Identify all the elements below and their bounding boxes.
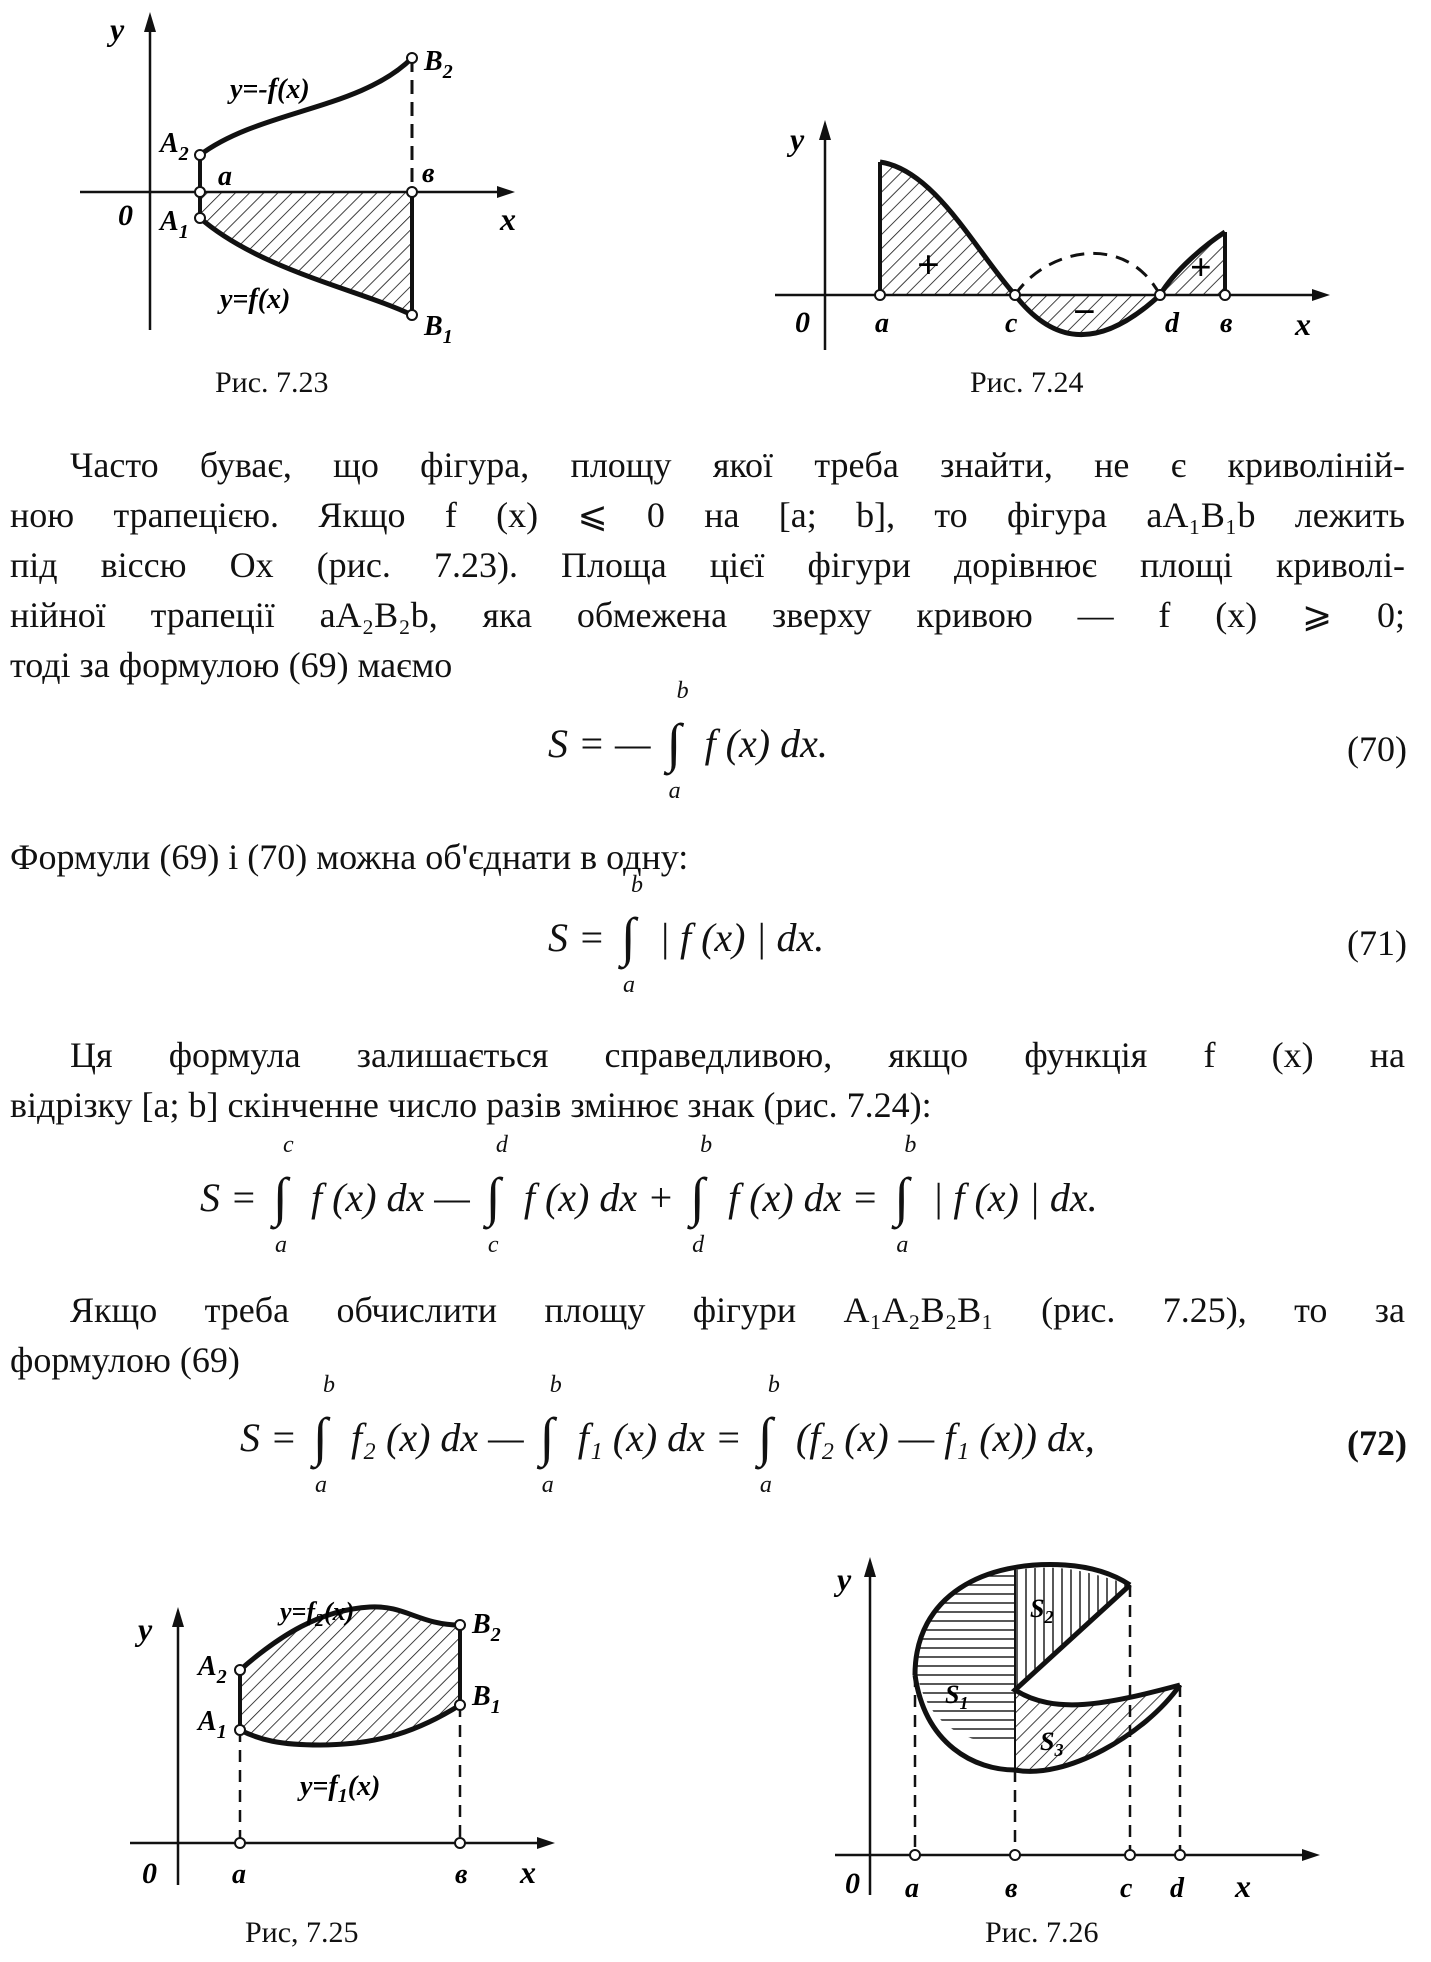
a-label: a bbox=[218, 161, 232, 192]
point-A2 bbox=[195, 150, 205, 160]
origin-label: 0 bbox=[118, 199, 133, 232]
a-label: a bbox=[875, 308, 889, 339]
point-c bbox=[1125, 1850, 1135, 1860]
point-A1 bbox=[195, 213, 205, 223]
origin-label: 0 bbox=[845, 1867, 860, 1900]
b-label: в bbox=[1005, 1873, 1018, 1904]
plus-sign-1: + bbox=[917, 242, 940, 287]
point-B1 bbox=[455, 1700, 465, 1710]
caption-fig-7-24: Рис. 7.24 bbox=[970, 366, 1084, 399]
point-a bbox=[910, 1850, 920, 1860]
text-line: Якщо треба обчислити площу фігури A₁A₂B₂B₁ (рис. 7.25), то за bbox=[70, 1290, 1405, 1330]
B2-label: $B_2$ bbox=[472, 1609, 501, 1646]
point-b bbox=[407, 187, 417, 197]
paragraph-1 bbox=[10, 440, 1405, 690]
equation-70: S = — ∫ b a f (x) dx. bbox=[548, 678, 828, 804]
y-label: y bbox=[138, 1611, 153, 1647]
point-a bbox=[235, 1838, 245, 1848]
x-arrow bbox=[537, 1837, 555, 1849]
figure-7-25 bbox=[120, 1595, 560, 1905]
point-b bbox=[1220, 290, 1230, 300]
x-label: x bbox=[520, 1854, 536, 1890]
x-arrow bbox=[497, 186, 515, 198]
x-label: x bbox=[1295, 306, 1311, 342]
text-line: формулою (69) bbox=[10, 1340, 240, 1380]
x-label: x bbox=[1235, 1868, 1251, 1904]
upper-curve bbox=[200, 58, 412, 155]
point-B2 bbox=[455, 1620, 465, 1630]
point-b bbox=[1010, 1850, 1020, 1860]
caption-fig-7-25: Рис, 7.25 bbox=[245, 1916, 359, 1949]
text-line: відрізку [a; b] скінченне число разів змінює знак (рис. 7.24): bbox=[10, 1085, 932, 1125]
equation-71: S = ∫ b a | f (x) | dx. bbox=[548, 872, 825, 998]
paragraph-2 bbox=[10, 832, 1405, 882]
S3-label: $S_3$ bbox=[1040, 1727, 1064, 1760]
caption-fig-7-26: Рис. 7.26 bbox=[985, 1916, 1099, 1949]
x-label: x bbox=[500, 201, 516, 237]
y-label: y bbox=[837, 1561, 852, 1597]
point-d bbox=[1175, 1850, 1185, 1860]
text-line: Часто буває, що фігура, площу якої треба знайти, не є криволіній- bbox=[70, 445, 1405, 485]
a-label: a bbox=[905, 1873, 919, 1904]
b-label: в bbox=[455, 1859, 468, 1890]
text-line: Формули (69) і (70) можна об'єднати в одну: bbox=[10, 837, 689, 877]
a-label: a bbox=[232, 1859, 246, 1890]
x-arrow bbox=[1312, 289, 1330, 301]
y-label: y bbox=[790, 121, 805, 157]
S1-label: $S_1$ bbox=[945, 1680, 969, 1713]
f2-label: $y=f_2(x)$ bbox=[280, 1597, 355, 1630]
point-A1 bbox=[235, 1725, 245, 1735]
point-B1 bbox=[407, 310, 417, 320]
y-label: y bbox=[110, 11, 125, 47]
equation-number-70: (70) bbox=[1347, 729, 1407, 769]
d-label: d bbox=[1165, 308, 1179, 339]
text-line: тоді за формулою (69) маємо bbox=[10, 645, 453, 685]
origin-label: 0 bbox=[795, 306, 810, 339]
figure-7-23 bbox=[60, 0, 520, 345]
text-line: ною трапецією. Якщо f (x) ⩽ 0 на [a; b], то фігура aA₁B₁b лежить bbox=[10, 495, 1405, 535]
plus-sign-2: + bbox=[1190, 247, 1212, 289]
c-label: c bbox=[1005, 308, 1018, 339]
origin-label: 0 bbox=[142, 1857, 157, 1890]
b-label: в bbox=[422, 158, 435, 189]
y-arrow bbox=[864, 1557, 876, 1577]
B2-label: $B_2$ bbox=[424, 46, 453, 83]
point-A2 bbox=[235, 1665, 245, 1675]
A1-label: $A_1$ bbox=[160, 206, 189, 243]
A2-label: $A_2$ bbox=[198, 1651, 227, 1688]
equation-72: S = ∫ b a f₂ (x) dx — ∫ b a f₁ (x) dx = ∫ b a (f₂ (x) — f₁ (x)) dx, bbox=[240, 1372, 1095, 1498]
equation-number-72: (72) bbox=[1347, 1423, 1407, 1463]
equation-sum: S = ∫ c a f (x) dx — ∫ d c f (x) dx + ∫ b d f (x) dx = ∫ b a | f (x) | dx. bbox=[200, 1132, 1098, 1258]
A2-label: $A_2$ bbox=[160, 128, 189, 165]
S2-label: $S_2$ bbox=[1030, 1594, 1054, 1627]
point-d bbox=[1155, 290, 1165, 300]
point-b bbox=[455, 1838, 465, 1848]
paragraph-4 bbox=[10, 1285, 1405, 1385]
b-label: в bbox=[1220, 308, 1233, 339]
figure-7-24 bbox=[765, 110, 1345, 350]
c-label: c bbox=[1120, 1873, 1133, 1904]
text-line: під віссю Ox (рис. 7.23). Площа цієї фігури дорівнює площі криволі- bbox=[10, 545, 1405, 585]
paragraph-3 bbox=[10, 1030, 1405, 1130]
A1-label: $A_1$ bbox=[198, 1706, 227, 1743]
plus-region-1 bbox=[880, 162, 1015, 295]
caption-fig-7-23: Рис. 7.23 bbox=[215, 366, 329, 399]
text-line: нійної трапеції aA₂B₂b, яка обмежена зверху кривою — f (x) ⩾ 0; bbox=[10, 595, 1405, 635]
point-a bbox=[195, 187, 205, 197]
minus-sign: − bbox=[1073, 289, 1096, 334]
y-arrow bbox=[172, 1607, 184, 1627]
figure-7-26 bbox=[815, 1545, 1335, 1915]
y-arrow bbox=[819, 120, 831, 140]
lower-curve-label: y=f(x) bbox=[220, 284, 291, 315]
x-arrow bbox=[1302, 1849, 1320, 1861]
point-a bbox=[875, 290, 885, 300]
d-label: d bbox=[1170, 1873, 1184, 1904]
point-c bbox=[1010, 290, 1020, 300]
text-line: Ця формула залишається справедливою, якщо функція f (x) на bbox=[70, 1035, 1405, 1075]
B1-label: $B_1$ bbox=[424, 311, 453, 345]
upper-curve-label: y=-f(x) bbox=[230, 74, 310, 105]
B1-label: $B_1$ bbox=[472, 1681, 501, 1718]
equation-number-71: (71) bbox=[1347, 923, 1407, 963]
y-arrow bbox=[144, 12, 156, 32]
point-B2 bbox=[407, 53, 417, 63]
f1-label: $y=f_1(x)$ bbox=[300, 1771, 381, 1807]
